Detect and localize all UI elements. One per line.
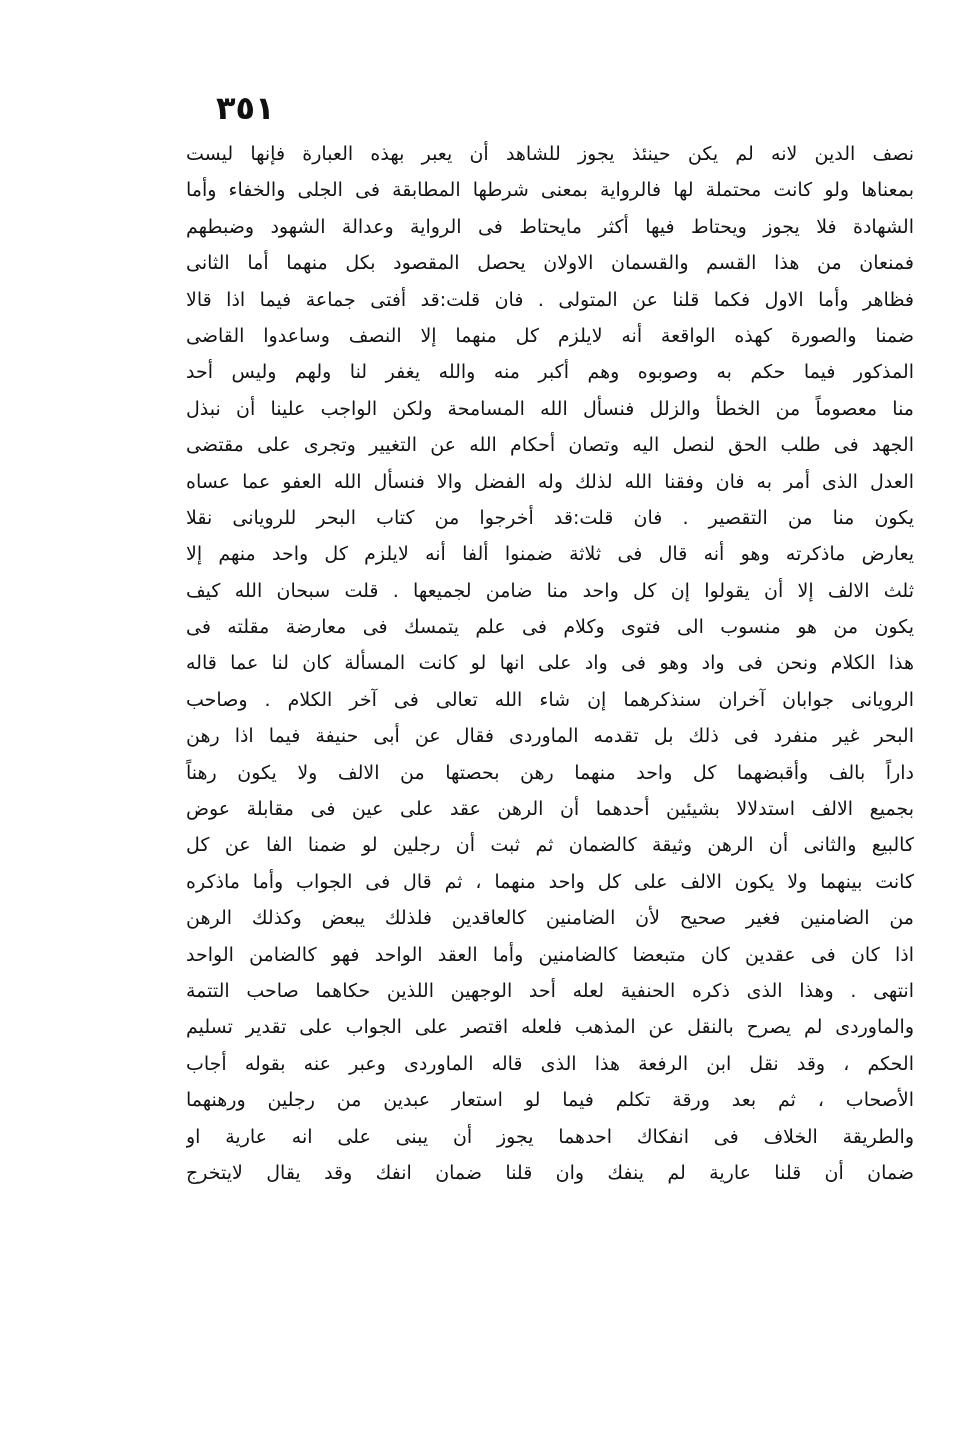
text-line: كانت بينهما ولا يكون الالف على كل واحد منهما ، ثم قال فى الجواب وأما ماذكره (186, 870, 914, 893)
text-line: الشهادة فلا يجوز ويحتاط فيها أكثر مايحتاط فى الرواية وعدالة الشهود وضبطهم (186, 215, 914, 238)
text-line: فمنعان من هذا القسم والقسمان الاولان يحصل المقصود بكل منهما أما الثانى (186, 252, 914, 275)
page-number: ٣٥١ (216, 89, 275, 127)
text-line: والماوردى لم يصرح بالنقل عن المذهب فلعله اقتصر على الجواب على تقدير تسليم (186, 1016, 914, 1039)
text-line: بجميع الالف استدلالا بشيئين أحدهما أن الرهن عقد على عين فى مقابلة عوض (186, 798, 914, 821)
text-line: ثلث الالف إلا أن يقولوا إن كل واحد منا ضامن لجميعها . قلت سبحان الله كيف (186, 579, 914, 602)
text-line: يكون منا من التقصير . فان قلت:قد أخرجوا من كتاب البحر للرويانى نقلا (186, 506, 914, 529)
text-line: من الضامنين فغير صحيح لأن الضامنين كالعاقدين فلذلك يبعض وكذلك الرهن (186, 907, 914, 930)
text-line: الجهد فى طلب الحق لنصل اليه وتصان أحكام الله عن التغيير وتجرى على مقتضى (186, 434, 914, 457)
text-line: الأصحاب ، ثم بعد ورقة تكلم فيما لو استعار عبدين من رجلين ورهنهما (186, 1089, 914, 1112)
text-line: الرويانى جوابان آخران سنذكرهما إن شاء الله تعالى فى آخر الكلام . وصاحب (186, 688, 914, 711)
text-line: المذكور فيما حكم به وصوبوه وهم أكبر منه والله يغفر لنا ولهم وليس أحد (186, 361, 914, 384)
text-line: ضمان أن قلنا عارية لم ينفك وان قلنا ضمان انفك وقد يقال لايتخرج (186, 1161, 914, 1184)
text-line: العدل الذى أمر به فان وفقنا الله لذلك وله الفضل والا فنسأل الله العفو عما عساه (186, 470, 914, 493)
text-line: الحكم ، وقد نقل ابن الرفعة هذا الذى قاله الماوردى وعبر عنه بقوله أجاب (186, 1052, 914, 1075)
text-line: هذا الكلام ونحن فى واد وهو فى واد على انها لو كانت المسألة كان لنا عما قاله (186, 652, 914, 675)
text-line: يعارض ماذكرته وهو أنه قال فى ثلاثة ضمنوا ألفا أنه لايلزم كل واحد منهم إلا (186, 543, 914, 566)
text-line: اذا كان فى عقدين كان متبعضا كالضامنين وأما العقد الواحد فهو كالضامن الواحد (186, 943, 914, 966)
text-line: انتهى . وهذا الذى ذكره الحنفية لعله أحد الوجهين اللذين حكاهما صاحب التتمة (186, 979, 914, 1002)
text-line: كالبيع والثانى أن الرهن وثيقة كالضمان ثم ثبت أن رجلين لو ضمنا الفا عن كل (186, 834, 914, 857)
text-line: نصف الدين لانه لم يكن حينئذ يجوز للشاهد أن يعبر بهذه العبارة فإنها ليست (186, 143, 914, 165)
text-line: ضمنا والصورة كهذه الواقعة أنه لايلزم كل منهما إلا النصف وساعدوا القاضى (186, 324, 914, 347)
text-line: داراً بالف وأقبضهما كل واحد منهما رهن بحصتها من الالف ولا يكون رهناً (186, 761, 914, 784)
text-line: يكون من هو منسوب الى فتوى وكلام فى علم يتمسك فى معارضة مقلته فى (186, 616, 914, 639)
text-line: منا معصوماً من الخطأ والزلل فنسأل الله المسامحة ولكن الواجب علينا أن نبذل (186, 397, 914, 420)
text-line: بمعناها ولو كانت محتملة لها فالرواية بمعنى شرطها المطابقة فى الجلى والخفاء وأما (186, 179, 914, 202)
body-text (186, 136, 914, 1191)
text-line: فظاهر وأما الاول فكما قلنا عن المتولى . فان قلت:قد أفتى جماعة فيما اذا قالا (186, 288, 914, 311)
text-line: البحر غير منفرد فى ذلك بل تقدمه الماوردى فقال عن أبى حنيفة فيما اذا رهن (186, 725, 914, 748)
text-line: والطريقة الخلاف فى انفكاك احدهما يجوز أن يبنى على انه عارية او (186, 1125, 914, 1148)
